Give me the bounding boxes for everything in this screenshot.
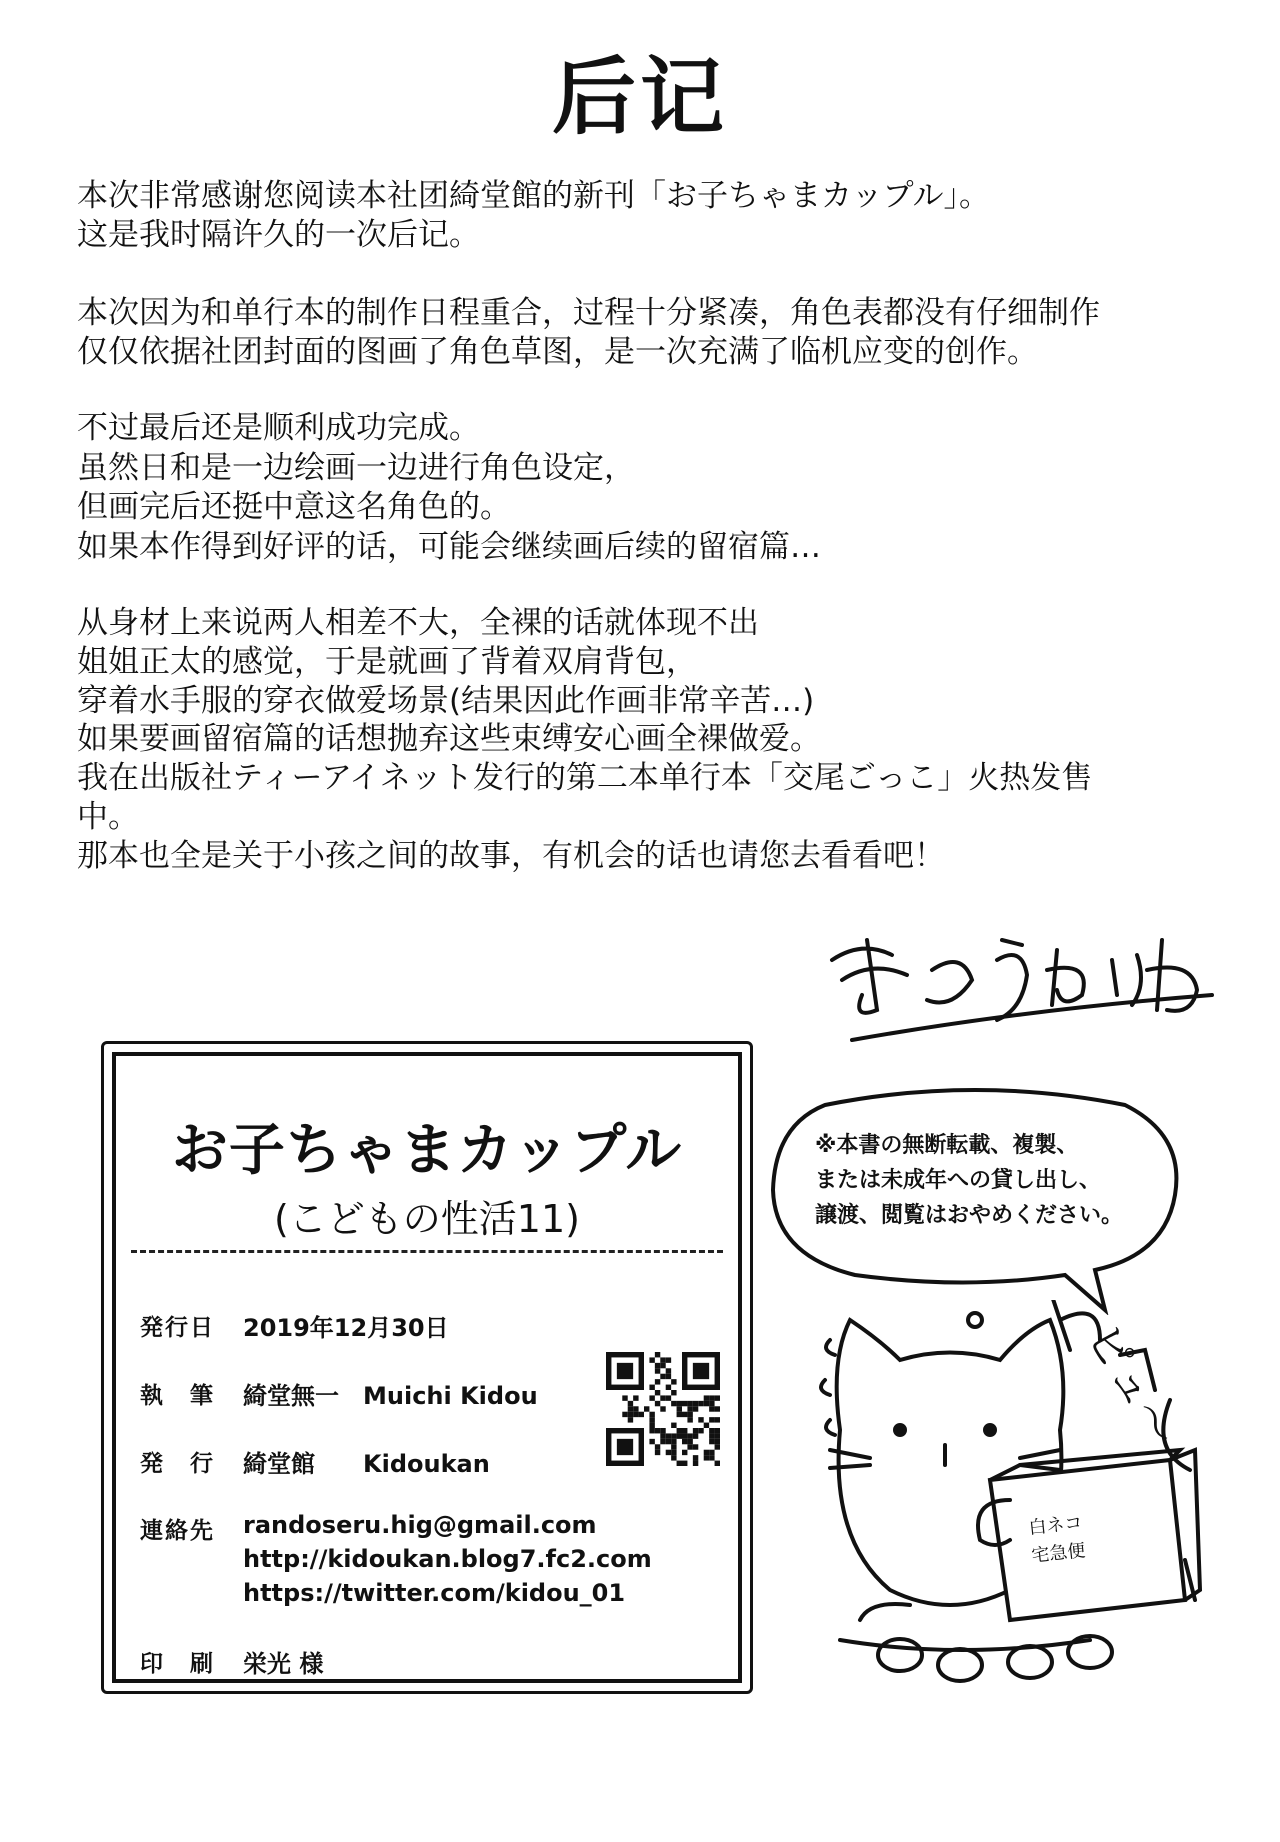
qr-module (666, 1433, 671, 1438)
notice-line: ※本書の無断転載、複製、 (815, 1133, 1079, 1158)
qr-module (633, 1412, 638, 1417)
qr-module (687, 1406, 692, 1411)
qr-module (655, 1450, 660, 1455)
qr-module (698, 1417, 703, 1422)
qr-module (671, 1390, 676, 1395)
qr-module (660, 1395, 665, 1400)
qr-module (704, 1455, 709, 1460)
qr-module (682, 1461, 687, 1466)
qr-module (715, 1428, 720, 1433)
qr-module (709, 1417, 714, 1422)
package-label-line: 白ネコ (1027, 1512, 1084, 1539)
value-printer: 栄光 様 (243, 1650, 324, 1678)
qr-module (671, 1439, 676, 1444)
qr-module (687, 1439, 692, 1444)
qr-module (715, 1461, 720, 1466)
qr-module (671, 1455, 676, 1460)
qr-module (628, 1417, 633, 1422)
paragraph-line: 姐姐正太的感觉，于是就画了背着双肩背包， (77, 644, 697, 680)
label-contact: 連絡先 (140, 1518, 215, 1544)
qr-module (660, 1357, 665, 1362)
qr-module (687, 1412, 692, 1417)
qr-module (655, 1390, 660, 1395)
qr-module (649, 1417, 654, 1422)
qr-module (704, 1395, 709, 1400)
qr-module (693, 1433, 698, 1438)
qr-module (698, 1401, 703, 1406)
qr-module (666, 1439, 671, 1444)
qr-module (682, 1401, 687, 1406)
qr-module (671, 1444, 676, 1449)
qr-module (666, 1374, 671, 1379)
qr-module (709, 1395, 714, 1400)
notice-line: または未成年への貸し出し、 (815, 1168, 1102, 1193)
qr-module (693, 1461, 698, 1466)
qr-module (677, 1433, 682, 1438)
qr-module (698, 1428, 703, 1433)
value-release-date: 2019年12月30日 (243, 1314, 449, 1342)
qr-module (693, 1401, 698, 1406)
package-label-line: 宅急便 (1030, 1540, 1087, 1567)
qr-module (628, 1401, 633, 1406)
qr-module (617, 1363, 633, 1379)
qr-module (671, 1423, 676, 1428)
qr-module (682, 1433, 687, 1438)
qr-module (709, 1406, 714, 1411)
paragraph-line: 仅仅依据社团封面的图画了角色草图，是一次充满了临机应变的创作。 (77, 334, 1038, 370)
qr-module (709, 1428, 714, 1433)
qr-module (671, 1450, 676, 1455)
qr-module (687, 1417, 692, 1422)
qr-module (704, 1450, 709, 1455)
qr-module (709, 1401, 714, 1406)
qr-module (655, 1352, 660, 1357)
paragraph-line: 我在出版社ティーアイネット发行的第二本单行本「交尾ごっこ」火热发售 (77, 760, 1093, 796)
qr-module (655, 1428, 660, 1433)
qr-module (622, 1412, 627, 1417)
qr-module (639, 1412, 644, 1417)
paragraph-line: 那本也全是关于小孩之间的故事，有机会的话也请您去看看吧！ (77, 838, 945, 874)
qr-module (666, 1357, 671, 1362)
qr-module (671, 1401, 676, 1406)
qr-module (649, 1395, 654, 1400)
qr-code (606, 1352, 720, 1466)
contact-twitter-url: https://twitter.com/kidou_01 (243, 1579, 626, 1607)
qr-module (715, 1444, 720, 1449)
colophon-subtitle: (こどもの性活11) (273, 1197, 580, 1241)
value-publisher: 綺堂館 Kidoukan (243, 1450, 490, 1478)
qr-module (671, 1379, 676, 1384)
label-release-date: 発行日 (140, 1315, 215, 1341)
qr-module (693, 1455, 698, 1460)
colophon-title: お子ちゃまカップル (171, 1118, 683, 1183)
qr-module (682, 1450, 687, 1455)
qr-module (677, 1428, 682, 1433)
qr-module (660, 1439, 665, 1444)
qr-module (682, 1412, 687, 1417)
qr-module (655, 1379, 660, 1384)
value-author: 綺堂無一 Muichi Kidou (243, 1382, 538, 1410)
qr-module (628, 1412, 633, 1417)
qr-module (715, 1433, 720, 1438)
qr-module (617, 1439, 633, 1455)
qr-module (655, 1444, 660, 1449)
qr-module (666, 1385, 671, 1390)
qr-module (633, 1395, 638, 1400)
qr-module (687, 1444, 692, 1449)
qr-module (655, 1363, 660, 1368)
paragraph-line: 穿着水手服的穿衣做爱场景(结果因此作画非常辛苦…) (77, 683, 815, 719)
qr-module (671, 1433, 676, 1438)
qr-module (709, 1450, 714, 1455)
dashed-divider (131, 1250, 723, 1253)
notice-line: 譲渡、閲覧はおやめください。 (815, 1203, 1124, 1228)
qr-module (693, 1363, 709, 1379)
paragraph-line: 这是我时隔许久的一次后记。 (77, 217, 480, 253)
qr-module (693, 1428, 698, 1433)
qr-module (666, 1395, 671, 1400)
qr-module (693, 1444, 698, 1449)
package-label (1027, 1509, 1087, 1570)
page-title: 后记 (551, 48, 728, 146)
qr-module (715, 1439, 720, 1444)
contact-email: randoseru.hig@gmail.com (243, 1511, 597, 1539)
cat-with-package-illustration (800, 1300, 1280, 1700)
paragraph-line: 本次非常感谢您阅读本社团綺堂館的新刊「お子ちゃまカップル」。 (77, 178, 990, 214)
qr-module (709, 1439, 714, 1444)
qr-module (660, 1363, 665, 1368)
qr-module (649, 1385, 654, 1390)
qr-module (633, 1406, 638, 1411)
label-printer: 印 刷 (140, 1651, 215, 1677)
qr-module (709, 1433, 714, 1438)
qr-module (687, 1401, 692, 1406)
qr-module (666, 1368, 671, 1373)
qr-module (682, 1439, 687, 1444)
qr-module (677, 1412, 682, 1417)
paragraph-line: 中。 (77, 799, 139, 835)
qr-module (682, 1428, 687, 1433)
qr-module (649, 1428, 654, 1433)
paragraph-line: 但画完后还挺中意这名角色的。 (77, 489, 511, 525)
qr-module (649, 1357, 654, 1362)
qr-module (677, 1401, 682, 1406)
qr-module (715, 1395, 720, 1400)
qr-module (715, 1406, 720, 1411)
paragraph-line: 不过最后还是顺利成功完成。 (77, 410, 480, 446)
qr-module (704, 1423, 709, 1428)
paragraph-line: 如果要画留宿篇的话想抛弃这些束缚安心画全裸做爱。 (77, 721, 821, 757)
qr-module (628, 1406, 633, 1411)
qr-module (660, 1428, 665, 1433)
qr-module (622, 1395, 627, 1400)
qr-module (644, 1406, 649, 1411)
paragraph-line: 如果本作得到好评的话，可能会继续画后续的留宿篇… (77, 529, 821, 565)
qr-module (687, 1433, 692, 1438)
qr-module (693, 1406, 698, 1411)
handwritten-signature (822, 900, 1222, 1050)
contact-blog-url: http://kidoukan.blog7.fc2.com (243, 1545, 652, 1573)
label-author: 執 筆 (140, 1383, 215, 1409)
paragraph-line: 本次因为和单行本的制作日程重合，过程十分紧凑，角色表都没有仔细制作 (77, 295, 1100, 331)
qr-module (704, 1401, 709, 1406)
label-publisher: 発 行 (140, 1451, 215, 1477)
qr-module (655, 1401, 660, 1406)
qr-module (655, 1368, 660, 1373)
qr-module (649, 1423, 654, 1428)
qr-module (649, 1439, 654, 1444)
qr-module (660, 1406, 665, 1411)
qr-module (677, 1461, 682, 1466)
paragraph-line: 虽然日和是一边绘画一边进行角色设定， (77, 450, 635, 486)
paragraph-line: 从身材上来说两人相差不大，全裸的话就体现不出 (77, 605, 759, 641)
qr-module (649, 1412, 654, 1417)
qr-module (709, 1455, 714, 1460)
qr-module (660, 1374, 665, 1379)
colophon-box (101, 1041, 753, 1694)
qr-module (660, 1433, 665, 1438)
qr-module (677, 1406, 682, 1411)
sound-effect: ピュ〜 (1076, 1315, 1187, 1456)
qr-module (666, 1450, 671, 1455)
qr-module (715, 1417, 720, 1422)
